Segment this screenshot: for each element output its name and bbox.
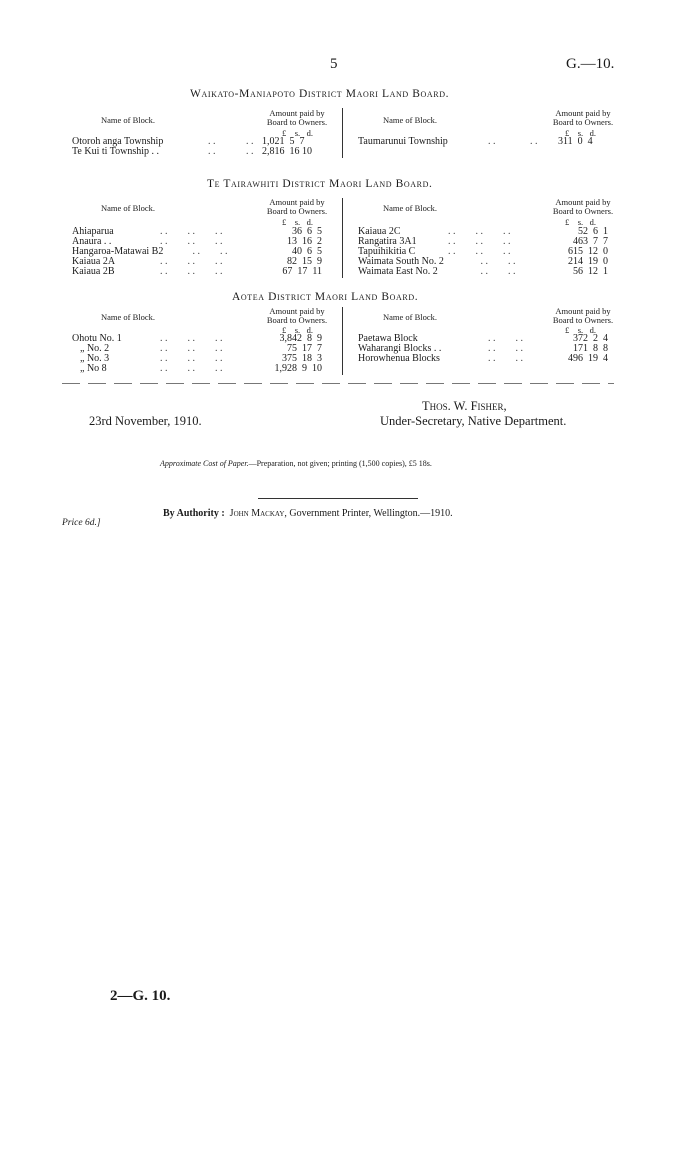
units-row: £ s. d. [282,128,313,138]
table-row: Waimata South No. 2 [358,256,444,267]
signatory-title: Under-Secretary, Native Department. [380,414,567,428]
page-reference: G.—10. [566,56,615,72]
table-row: Ahiaparua [72,226,114,237]
amount-cell: 13 16 2 [287,236,322,247]
units-row: £ s. d. [282,217,313,227]
table-row: Anaura . . [72,236,112,247]
amount-column-header: Amount paid by Board to Owners. [266,306,328,325]
table-row: Kaiaua 2B [72,266,115,277]
footer-code: 2—G. 10. [110,988,171,1004]
amount-cell: 3,842 8 9 [279,333,322,344]
amount-cell: 1,928 9 10 [274,363,322,374]
amount-column-header: Amount paid by Board to Owners. [266,197,328,216]
units-row: £ s. d. [565,325,596,335]
leader-dots: . . . . . . . . . . . . . . . . . . . . . . . . . . [448,226,516,277]
table-row: Taumarunui Township [358,136,448,147]
units-row: £ s. d. [282,325,313,335]
amount-cell: 1,021 5 7 [262,136,305,147]
leader-dots: . . . . . . . . . . . . . . . . . . . . . . . . . . . . [160,226,228,277]
amount-cell: 2,816 16 10 [262,146,312,157]
amount-cell: 463 7 7 [573,236,608,247]
amount-column-header: Amount paid by Board to Owners. [552,108,614,127]
amount-column-header: Amount paid by Board to Owners. [552,306,614,325]
table-row: Waimata East No. 2 [358,266,438,277]
table-row: Otoroh anga Township [72,136,164,147]
amount-cell: 214 19 0 [568,256,608,267]
table-row: Waharangi Blocks . . [358,343,442,354]
table-row: Paetawa Block [358,333,418,344]
cost-note: Approximate Cost of Paper.—Preparation, not given; printing (1,500 copies), £5 18s. [160,459,432,468]
date: 23rd November, 1910. [89,414,202,428]
amount-cell: 372 2 4 [573,333,608,344]
column-divider [342,108,343,158]
name-column-header: Name of Block. [382,312,438,322]
table-row: Kaiaua 2A [72,256,116,267]
name-column-header: Name of Block. [382,203,438,213]
price: Price 6d.] [62,518,101,528]
amount-cell: 52 6 1 [578,226,608,237]
table-row: „ No. 3 [80,353,110,364]
leader-dots: . . [530,136,538,147]
authority-line: By Authority : John Mackay, Government Printer, Wellington.—1910. [163,508,453,519]
table-row: Kaiaua 2C [358,226,401,237]
leader-dots: . . [488,136,496,147]
amount-cell: 67 17 11 [282,266,322,277]
leader-dots: . . [246,146,254,157]
name-column-header: Name of Block. [100,312,156,322]
board-title: Aotea District Maori Land Board. [232,291,419,303]
table-row: „ No 8 [80,363,107,374]
amount-cell: 496 19 4 [568,353,608,364]
amount-cell: 56 12 1 [573,266,608,277]
amount-cell: 171 8 8 [573,343,608,354]
name-column-header: Name of Block. [100,115,156,125]
amount-column-header: Amount paid by Board to Owners. [552,197,614,216]
page-number: 5 [330,56,338,72]
leader-dots: . . . . . . . . . . . . . . . . . . . . . . . . [160,333,223,374]
authority-rule [258,498,418,499]
column-divider [342,198,343,278]
table-row: Hangaroa-Matawai B2 [72,246,164,257]
amount-cell: 311 0 4 [558,136,593,147]
amount-cell: 75 17 7 [287,343,322,354]
table-row: Horowhenua Blocks [358,353,440,364]
amount-cell: 36 6 5 [292,226,322,237]
amount-column-header: Amount paid by Board to Owners. [266,108,328,127]
table-row: Tapuihikitia C [358,246,416,257]
table-row: Te Kui ti Township . . [72,146,160,157]
units-row: £ s. d. [565,128,596,138]
board-title: Te Tairawhiti District Maori Land Board. [207,178,433,190]
amount-cell: 375 18 3 [282,353,322,364]
signatory-name: Thos. W. Fisher, [422,399,507,413]
name-column-header: Name of Block. [100,203,156,213]
leader-dots: . . [208,136,216,147]
table-bottom-rule [62,383,614,384]
table-row: Ohotu No. 1 [72,333,122,344]
table-row: Rangatira 3A1 [358,236,417,247]
amount-cell: 82 15 9 [287,256,322,267]
leader-dots: . . [208,146,216,157]
leader-dots: . . [246,136,254,147]
leader-dots: . . . . . . . . . . . . [488,333,523,364]
name-column-header: Name of Block. [382,115,438,125]
column-divider [342,307,343,375]
amount-cell: 615 12 0 [568,246,608,257]
table-row: „ No. 2 [80,343,110,354]
units-row: £ s. d. [565,217,596,227]
amount-cell: 40 6 5 [292,246,322,257]
board-title: Waikato-Maniapoto District Maori Land Board. [190,88,450,100]
